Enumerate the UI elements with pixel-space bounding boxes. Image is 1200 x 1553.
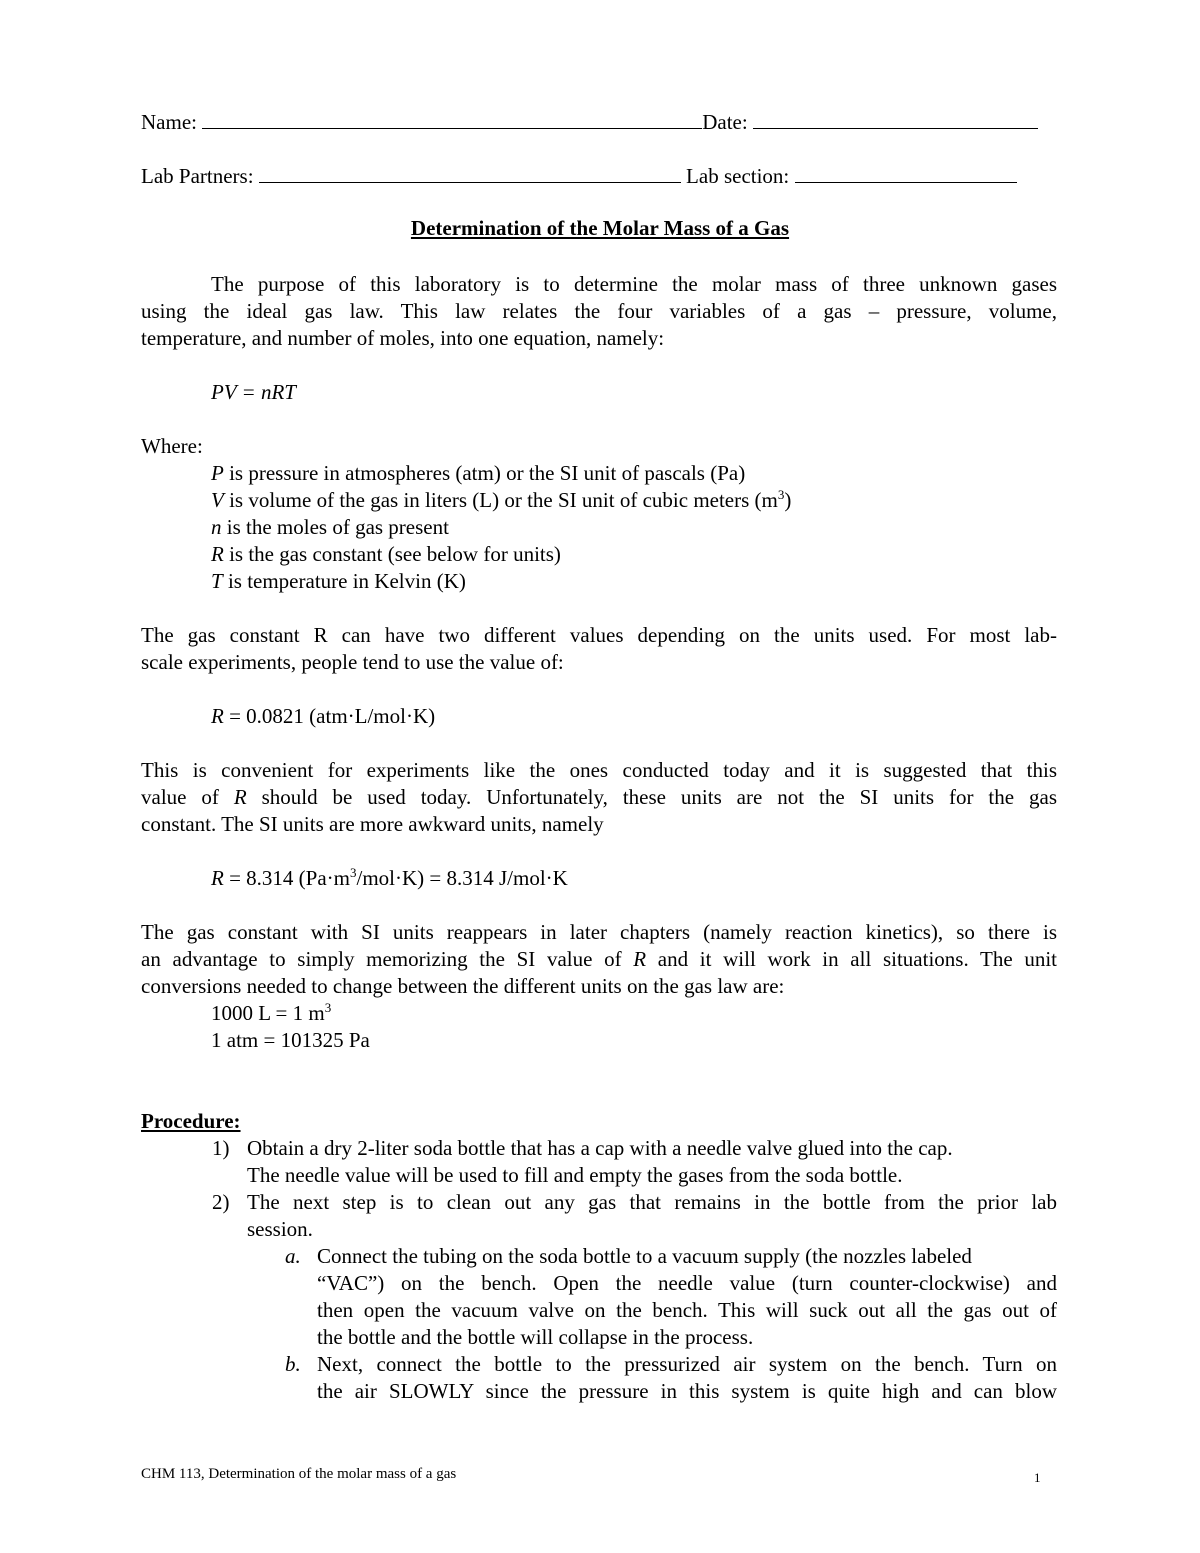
substep-a-line-1: Connect the tubing on the soda bottle to a vacuum supply (the nozzles labeled (317, 1244, 972, 1268)
page-number: 1 (1034, 1470, 1041, 1485)
substep-a-line-2: “VAC”) on the bench. Open the needle value (turn counter-clockwise) and (317, 1271, 1057, 1295)
conversion-volume: 1000 L = 1 $m^3$ (211, 1000, 332, 1025)
step-2-number: 2) (212, 1190, 230, 1214)
name-label: Name: (141, 110, 197, 134)
si-line-3: conversions needed to change between the different units on the gas law are: (141, 974, 785, 998)
lab-section-label: Lab section: (686, 164, 790, 188)
definition-volume: V is volume of the gas in liters (L) or the SI unit of cubic meters $(m^3)$ (211, 487, 792, 512)
definition-pressure: P is pressure in atmospheres (atm) or the SI unit of pascals (Pa) (211, 461, 746, 485)
substep-a-label: a. (285, 1244, 301, 1268)
step-1-line-1: Obtain a dry 2-liter soda bottle that has a cap with a needle valve glued into the cap. (247, 1136, 953, 1160)
gas-constant-line-1: The gas constant R can have two different values depending on the units used. For most lab- (141, 623, 1057, 647)
procedure-heading: Procedure: (141, 1109, 241, 1133)
gas-constant-equation-2: R = 8.314 $(Pa\cdot m^3/mol\cdot K) = 8.314$ J/mol·K (211, 865, 568, 890)
substep-a-line-4: the bottle and the bottle will collapse in the process. (317, 1325, 754, 1349)
gas-constant-line-2: scale experiments, people tend to use the value of: (141, 650, 564, 674)
name-blank[interactable] (202, 108, 702, 129)
footer-course-title: CHM 113, Determination of the molar mass of a gas (141, 1466, 457, 1482)
convenient-line-1: This is convenient for experiments like the ones conducted today and it is suggested that this (141, 758, 1057, 782)
name-field-row (141, 108, 1038, 136)
definition-gas-constant: R is the gas constant (see below for units) (211, 542, 561, 566)
intro-line-2: using the ideal gas law. This law relates the four variables of a gas – pressure, volume, (141, 299, 1057, 323)
ideal-gas-equation: PV = nRT (211, 380, 296, 404)
substep-b-line-2: the air SLOWLY since the pressure in this system is quite high and can blow (317, 1379, 1057, 1403)
conversion-pressure: 1 atm = 101325 Pa (211, 1028, 370, 1052)
date-label: Date: (702, 110, 748, 134)
where-label: Where: (141, 434, 203, 458)
lab-partners-blank[interactable] (259, 162, 681, 183)
si-line-2: an advantage to simply memorizing the SI value of R and it will work in all situations. The unit (141, 947, 1057, 971)
gas-constant-equation-1: R = 0.0821 (atm·L/mol·K) (211, 704, 436, 728)
substep-b-line-1: Next, connect the bottle to the pressurized air system on the bench. Turn on (317, 1352, 1057, 1376)
substep-b-label: b. (285, 1352, 301, 1376)
date-blank[interactable] (753, 108, 1038, 129)
convenient-line-2: value of R should be used today. Unfortunately, these units are not the SI units for the gas (141, 785, 1057, 809)
step-2-line-1: The next step is to clean out any gas that remains in the bottle from the prior lab (247, 1190, 1057, 1214)
step-2-line-2: session. (247, 1217, 313, 1241)
step-1-line-2: The needle value will be used to fill and empty the gases from the soda bottle. (247, 1163, 903, 1187)
intro-line-1: The purpose of this laboratory is to determine the molar mass of three unknown gases (211, 272, 1057, 296)
lab-partners-label: Lab Partners: (141, 164, 254, 188)
page-title: Determination of the Molar Mass of a Gas (410, 216, 790, 240)
definition-temperature: T is temperature in Kelvin (K) (211, 569, 466, 593)
intro-line-3: temperature, and number of moles, into one equation, namely: (141, 326, 665, 350)
substep-a-line-3: then open the vacuum valve on the bench. This will suck out all the gas out of (317, 1298, 1057, 1322)
partners-field-row (141, 162, 1017, 190)
step-1-number: 1) (212, 1136, 230, 1160)
definition-moles: n is the moles of gas present (211, 515, 449, 539)
si-line-1: The gas constant with SI units reappears in later chapters (namely reaction kinetics), so there is (141, 920, 1057, 944)
lab-section-blank[interactable] (795, 162, 1017, 183)
convenient-line-3: constant. The SI units are more awkward units, namely (141, 812, 604, 836)
